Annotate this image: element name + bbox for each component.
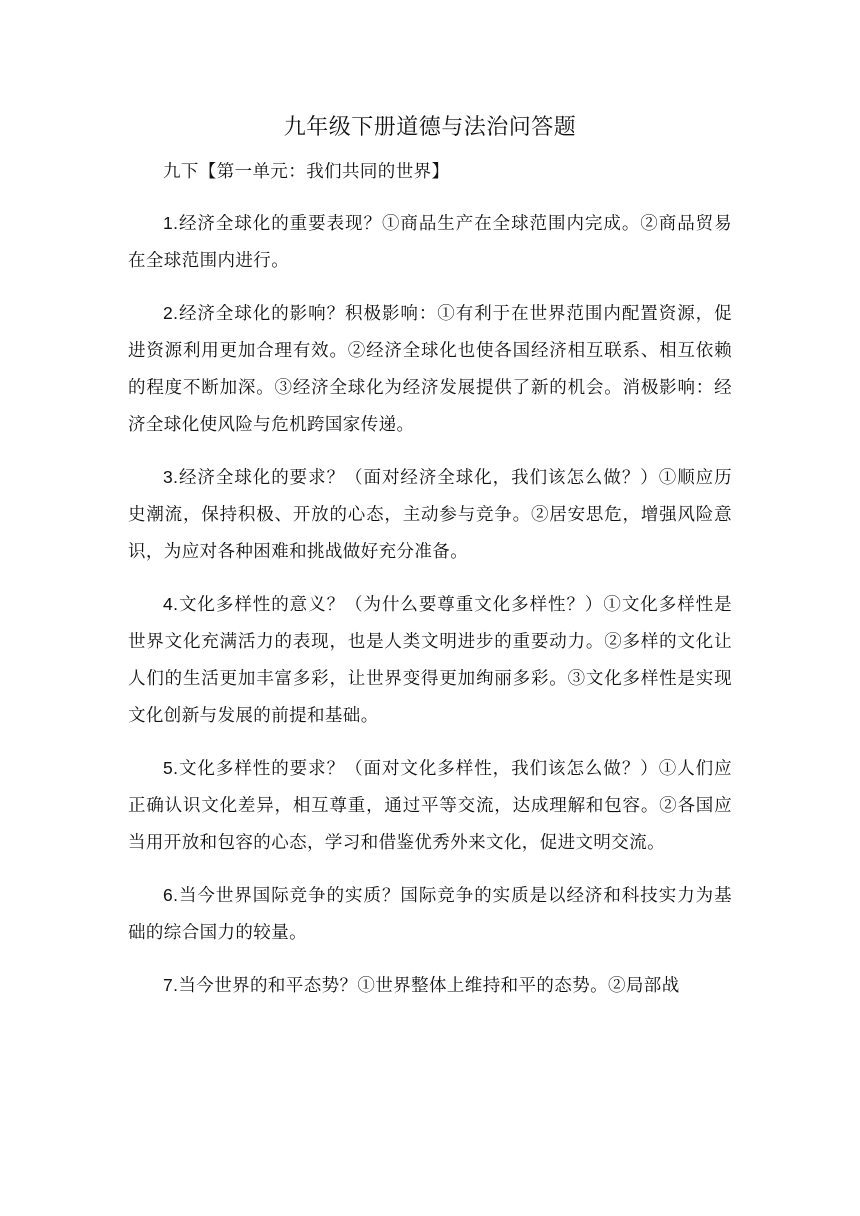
- question-3: [128, 459, 732, 571]
- question-text: 经济全球化的影响？积极影响：①有利于在世界范围内配置资源，促进资源利用更加合理有效。②经济全球化也使各国经济相互联系、相互依赖的程度不断加深。③经济全球化为经济发展提供了新的机会。消极影响：经济全球化使风险与危机跨国家传递。: [128, 304, 732, 435]
- question-text: 当今世界的和平态势？①世界整体上维持和平的态势。②局部战: [178, 976, 680, 996]
- question-text: 当今世界国际竞争的实质？国际竞争的实质是以经济和科技实力为基础的综合国力的较量。: [128, 886, 732, 943]
- question-5: [128, 750, 732, 862]
- question-number: 5.: [163, 758, 179, 778]
- question-text: 文化多样性的要求？（面对文化多样性，我们该怎么做？）①人们应正确认识文化差异，相互尊重，通过平等交流，达成理解和包容。②各国应当用开放和包容的心态，学习和借鉴优秀外来文化，促进文明交流。: [128, 759, 732, 853]
- question-number: 7.: [163, 975, 179, 995]
- question-text: 经济全球化的重要表现？①商品生产在全球范围内完成。②商品贸易在全球范围内进行。: [128, 214, 732, 271]
- question-number: 2.: [163, 303, 179, 323]
- document-body: [128, 154, 732, 1020]
- document-title: 九年级下册道德与法治问答题: [283, 115, 577, 140]
- unit-heading: 九下【第一单元：我们共同的世界】: [163, 162, 450, 182]
- question-2: [128, 295, 732, 444]
- question-number: 3.: [163, 467, 179, 487]
- question-number: 1.: [163, 213, 179, 233]
- question-number: 4.: [163, 594, 179, 614]
- question-1: [128, 205, 732, 280]
- question-4: [128, 586, 732, 735]
- question-text: 经济全球化的要求？（面对经济全球化，我们该怎么做？）①顺应历史潮流，保持积极、开放的心态，主动参与竞争。②居安思危，增强风险意识，为应对各种困难和挑战做好充分准备。: [128, 468, 732, 562]
- question-number: 6.: [163, 885, 179, 905]
- question-6: [128, 877, 732, 952]
- question-7: [128, 967, 732, 1005]
- question-text: 文化多样性的意义？（为什么要尊重文化多样性？）①文化多样性是世界文化充满活力的表现，也是人类文明进步的重要动力。②多样的文化让人们的生活更加丰富多彩，让世界变得更加绚丽多彩。③文化多样性是实现文化创新与发展的前提和基础。: [128, 595, 732, 726]
